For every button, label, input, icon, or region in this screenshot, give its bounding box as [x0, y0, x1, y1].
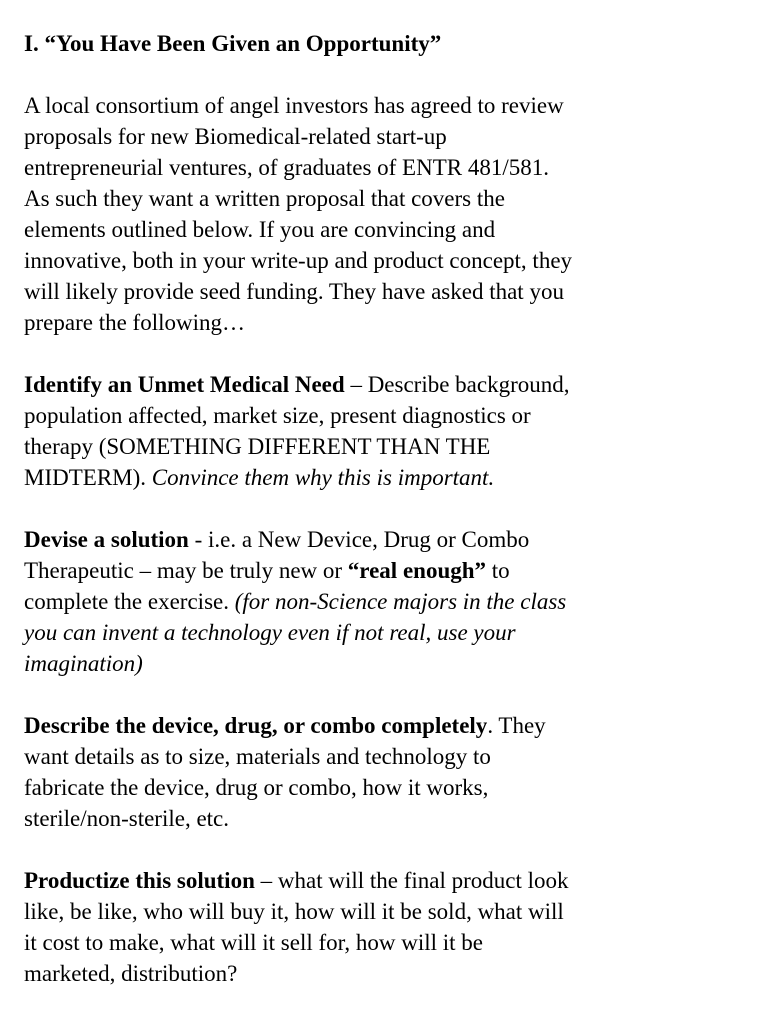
intro-paragraph	[24, 90, 754, 338]
solution-note: you can invent a technology even if not real, use your	[24, 620, 516, 645]
intro-line: will likely provide seed funding. They have asked that you	[24, 279, 564, 304]
solution-text: Therapeutic – may be truly new or	[24, 558, 348, 583]
describe-text: want details as to size, materials and technology to	[24, 744, 491, 769]
describe-text: . They	[487, 713, 546, 738]
unmet-need-emphasis: Convince them why this is important	[151, 465, 489, 490]
solution-paragraph	[24, 524, 754, 679]
intro-line: innovative, both in your write-up and product concept, they	[24, 248, 573, 273]
productize-text: marketed, distribution?	[24, 961, 238, 986]
describe-text: sterile/non-sterile, etc.	[24, 806, 230, 831]
solution-text: to	[486, 558, 510, 583]
unmet-need-text: MIDTERM).	[24, 465, 152, 490]
describe-paragraph	[24, 710, 754, 834]
intro-line: entrepreneurial ventures, of graduates of ENTR 481/581.	[24, 155, 549, 180]
productize-text: like, be like, who will buy it, how will it be sold, what will	[24, 899, 564, 924]
unmet-need-title: Identify an Unmet Medical Need	[24, 372, 345, 397]
productize-text: it cost to make, what will it sell for, how will it be	[24, 930, 484, 955]
document-page	[24, 28, 754, 989]
unmet-need-paragraph	[24, 369, 754, 493]
intro-line: prepare the following…	[24, 310, 245, 335]
solution-text: - i.e. a New Device, Drug or Combo	[188, 527, 530, 552]
unmet-need-text: population affected, market size, present diagnostics or	[24, 403, 531, 428]
unmet-need-text: therapy (SOMETHING DIFFERENT THAN THE	[24, 434, 491, 459]
unmet-need-text: – Describe background,	[344, 372, 570, 397]
describe-title: Describe the device, drug, or combo completely	[24, 713, 488, 738]
solution-note: (for non-Science majors in the class	[234, 589, 567, 614]
section-heading: I. “You Have Been Given an Opportunity”	[24, 31, 442, 56]
intro-line: As such they want a written proposal that covers the	[24, 186, 505, 211]
productize-title: Productize this solution	[24, 868, 255, 893]
intro-line: A local consortium of angel investors has agreed to review	[24, 93, 564, 118]
unmet-need-text: .	[488, 465, 495, 490]
describe-text: fabricate the device, drug or combo, how it works,	[24, 775, 489, 800]
productize-text: – what will the final product look	[254, 868, 569, 893]
intro-line: proposals for new Biomedical-related start-up	[24, 124, 447, 149]
solution-title: Devise a solution	[24, 527, 189, 552]
productize-paragraph	[24, 865, 754, 989]
solution-note: imagination)	[24, 651, 143, 676]
intro-line: elements outlined below. If you are convincing and	[24, 217, 496, 242]
solution-text: complete the exercise.	[24, 589, 235, 614]
solution-emphasis: “real enough”	[347, 558, 487, 583]
